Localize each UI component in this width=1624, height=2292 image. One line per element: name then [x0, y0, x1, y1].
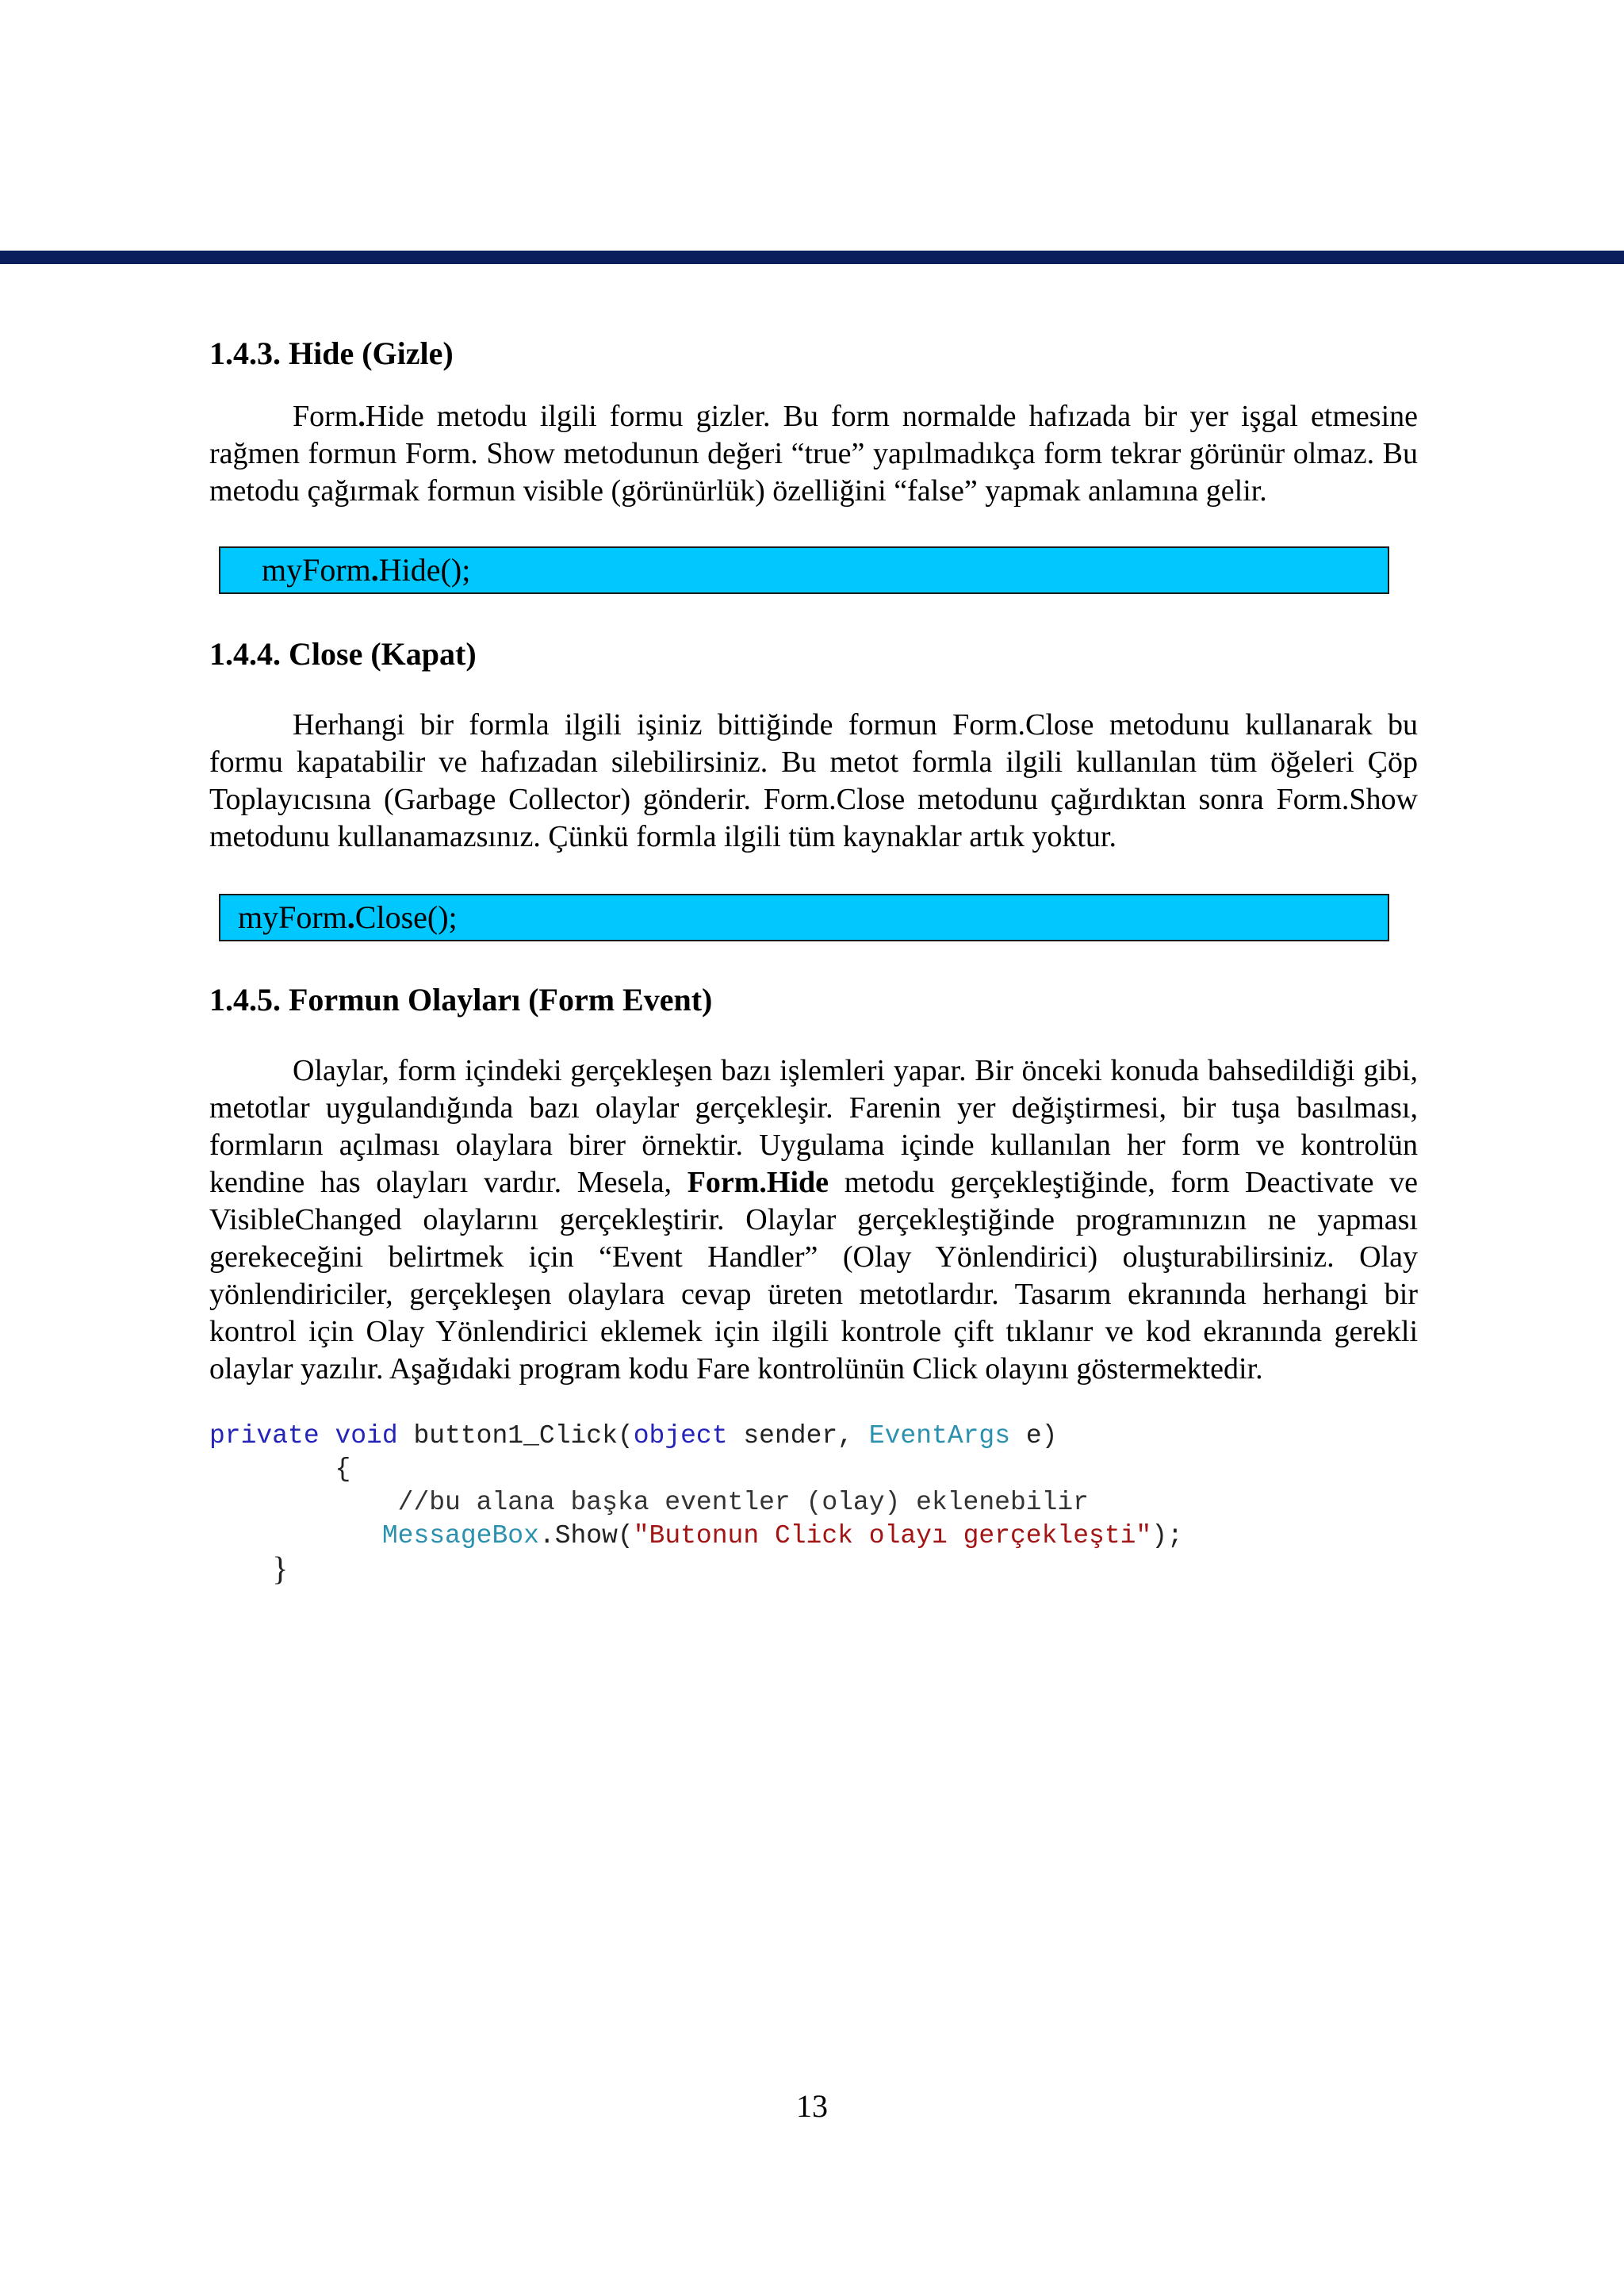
- code-hide-dot: .: [370, 552, 379, 588]
- code-keyword-private: private: [209, 1421, 320, 1451]
- paragraph-hide-start: Form: [293, 400, 358, 433]
- code-open-brace: {: [335, 1455, 351, 1484]
- code-keyword-object: object: [633, 1421, 728, 1451]
- code-method-name: button1_Click(: [413, 1421, 634, 1451]
- code-param-e: e): [1025, 1421, 1058, 1451]
- paragraph-events: [209, 1052, 1418, 1388]
- paragraph-events-part2: metodu gerçekleştiğinde, form Deactivate ve VisibleChanged olaylarını gerçekleştirir. Olaylar gerçekleştiğinde programınızın ne yapması gerekeceğini belirtmek için “Event Handler” (Olay Yönlendirici) oluşturabilirsiniz. Olay yönlendiriciler, gerçekleşen olaylara cevap üreten metotlardır. Tasarım ekranında herhangi bir kontrol için Olay Yönlendirici eklemek için ilgili kontrole çift tıklanır ve kod ekranında gerekli olaylar yazılır. Aşağıdaki program kodu Fare kontrolünün Click olayını göstermektedir.: [209, 1166, 1419, 1386]
- paragraph-hide: [209, 398, 1418, 510]
- code-call-show: .Show(: [538, 1521, 634, 1550]
- code-line-messagebox: [209, 1520, 1418, 1553]
- code-string-literal: "Butonun Click olayı gerçekleşti": [633, 1521, 1152, 1550]
- code-sample: [209, 1420, 1418, 1590]
- paragraph-events-part1: Olaylar, form içindeki gerçekleşen bazı işlemleri yapar. Bir önceki konuda bahsedildiği gibi, metotlar uygulandığında bazı olaylar gerçekleşir. Farenin yer değiştirmesi, bir tuşa basılması, formların açılması olaylara birer örnektir. Uygulama içinde kullanılan her form ve kontrolün kendine has olayları vardır. Mesela,: [209, 1054, 1418, 1199]
- section-heading-hide: 1.4.3. Hide (Gizle): [209, 335, 454, 371]
- paragraph-events-bold: Form.Hide: [687, 1166, 829, 1199]
- code-close-method: Close();: [354, 899, 458, 935]
- code-call-end: );: [1151, 1521, 1183, 1550]
- code-type-eventargs: EventArgs: [868, 1421, 1011, 1451]
- section-heading-close: 1.4.4. Close (Kapat): [209, 636, 477, 672]
- code-close-brace: }: [272, 1551, 289, 1588]
- code-hide-method: Hide();: [378, 552, 471, 588]
- code-line-close-brace: [209, 1553, 1418, 1590]
- paragraph-hide-rest: Hide metodu ilgili formu gizler. Bu form normalde hafızada bir yer işgal etmesine rağmen formun Form. Show metodunun değeri “true” yapılmadıkça form tekrar görünür olmaz. Bu metodu çağırmak formun visible (görünürlük) özelliğini “false” yapmak anlamına gelir.: [209, 400, 1418, 508]
- code-hide-object: myForm: [262, 552, 371, 588]
- header-rule: [0, 251, 1624, 264]
- code-box-hide: [219, 546, 1389, 594]
- code-line-comment: [209, 1486, 1418, 1520]
- code-type-messagebox: MessageBox: [381, 1521, 539, 1550]
- code-keyword-void: void: [335, 1421, 398, 1451]
- code-param-sender: sender,: [743, 1421, 853, 1451]
- code-close-object: myForm: [238, 899, 347, 935]
- code-close-dot: .: [347, 899, 355, 935]
- paragraph-close: Herhangi bir formla ilgili işiniz bittiğinde formun Form.Close metodunu kullanarak bu formu kapatabilir ve hafızadan silebilirsiniz. Bu metot formla ilgili kullanılan tüm öğeleri Çöp Toplayıcısına (Garbage Collector) gönderir. Form.Close metodunu çağırdıktan sonra Form.Show metodunu kullanamazsınız. Çünkü formla ilgili tüm kaynaklar artık yoktur.: [209, 708, 1418, 853]
- code-box-close: [219, 894, 1389, 941]
- paragraph-hide-dot: .: [358, 400, 366, 433]
- code-comment: //bu alana başka eventler (olay) eklenebilir: [397, 1488, 1089, 1517]
- page-content: [209, 333, 1418, 1590]
- section-heading-events: 1.4.5. Formun Olayları (Form Event): [209, 982, 713, 1018]
- code-line-open-brace: [209, 1453, 1418, 1486]
- page-number: 13: [796, 2088, 828, 2124]
- code-line-signature: [209, 1420, 1418, 1453]
